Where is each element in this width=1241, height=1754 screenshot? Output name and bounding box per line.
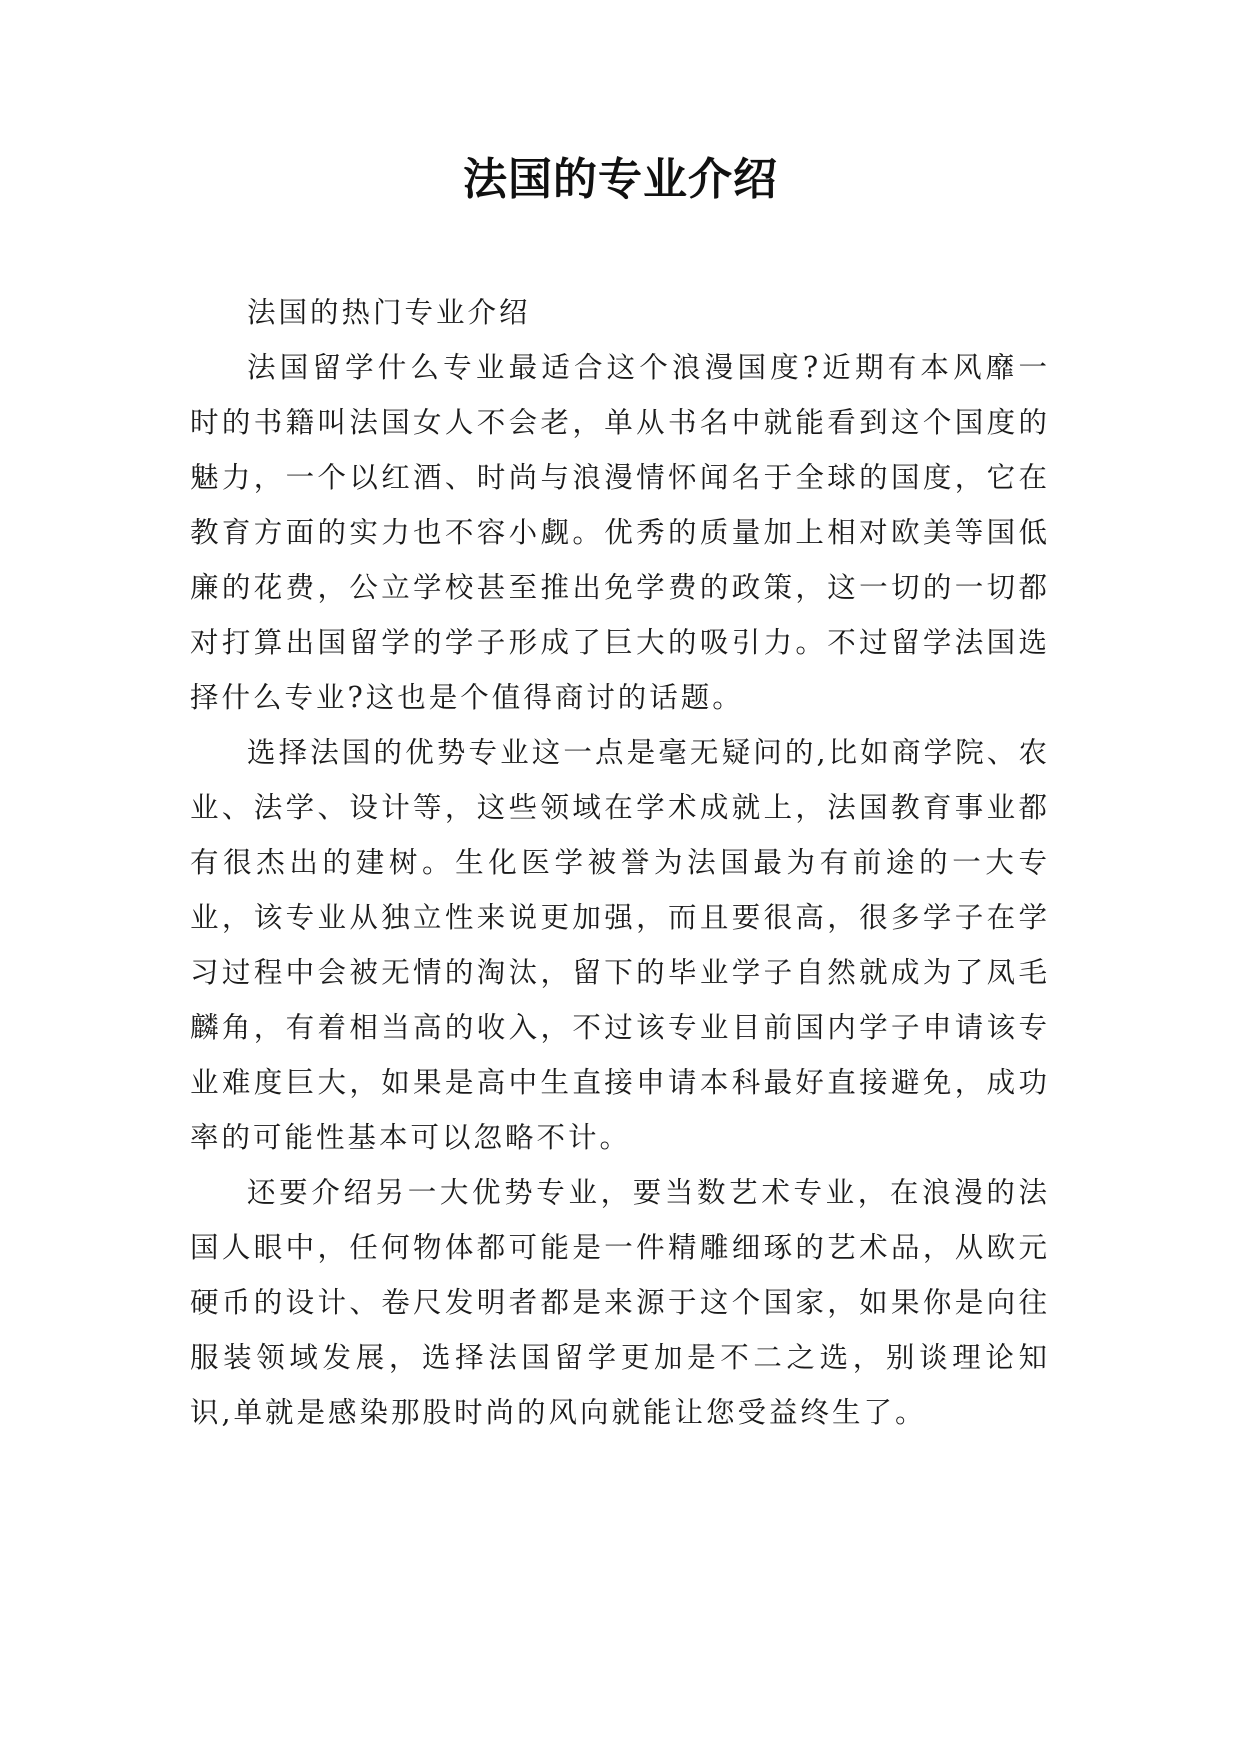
document-body <box>190 285 1050 1440</box>
paragraph-subtitle: 法国的热门专业介绍 <box>247 296 531 329</box>
document-title: 法国的专业介绍 <box>463 154 778 205</box>
paragraph-intro: 法国留学什么专业最适合这个浪漫国度?近期有本风靡一时的书籍叫法国女人不会老，单从书名中就能看到这个国度的魅力，一个以红酒、时尚与浪漫情怀闻名于全球的国度，它在教育方面的实力也不容小觑。优秀的质量加上相对欧美等国低廉的花费，公立学校甚至推出免学费的政策，这一切的一切都对打算出国留学的学子形成了巨大的吸引力。不过留学法国选择什么专业?这也是个值得商讨的话题。 <box>190 351 1050 714</box>
paragraph-advantage-majors: 选择法国的优势专业这一点是毫无疑问的,比如商学院、农业、法学、设计等，这些领域在学术成就上，法国教育事业都有很杰出的建树。生化医学被誉为法国最为有前途的一大专业，该专业从独立性来说更加强，而且要很高，很多学子在学习过程中会被无情的淘汰，留下的毕业学子自然就成为了凤毛麟角，有着相当高的收入，不过该专业目前国内学子申请该专业难度巨大，如果是高中生直接申请本科最好直接避免，成功率的可能性基本可以忽略不计。 <box>190 736 1050 1154</box>
paragraph-art-major: 还要介绍另一大优势专业，要当数艺术专业，在浪漫的法国人眼中，任何物体都可能是一件精雕细琢的艺术品，从欧元硬币的设计、卷尺发明者都是来源于这个国家，如果你是向往服装领域发展，选择法国留学更加是不二之选，别谈理论知识,单就是感染那股时尚的风向就能让您受益终生了。 <box>190 1176 1050 1429</box>
